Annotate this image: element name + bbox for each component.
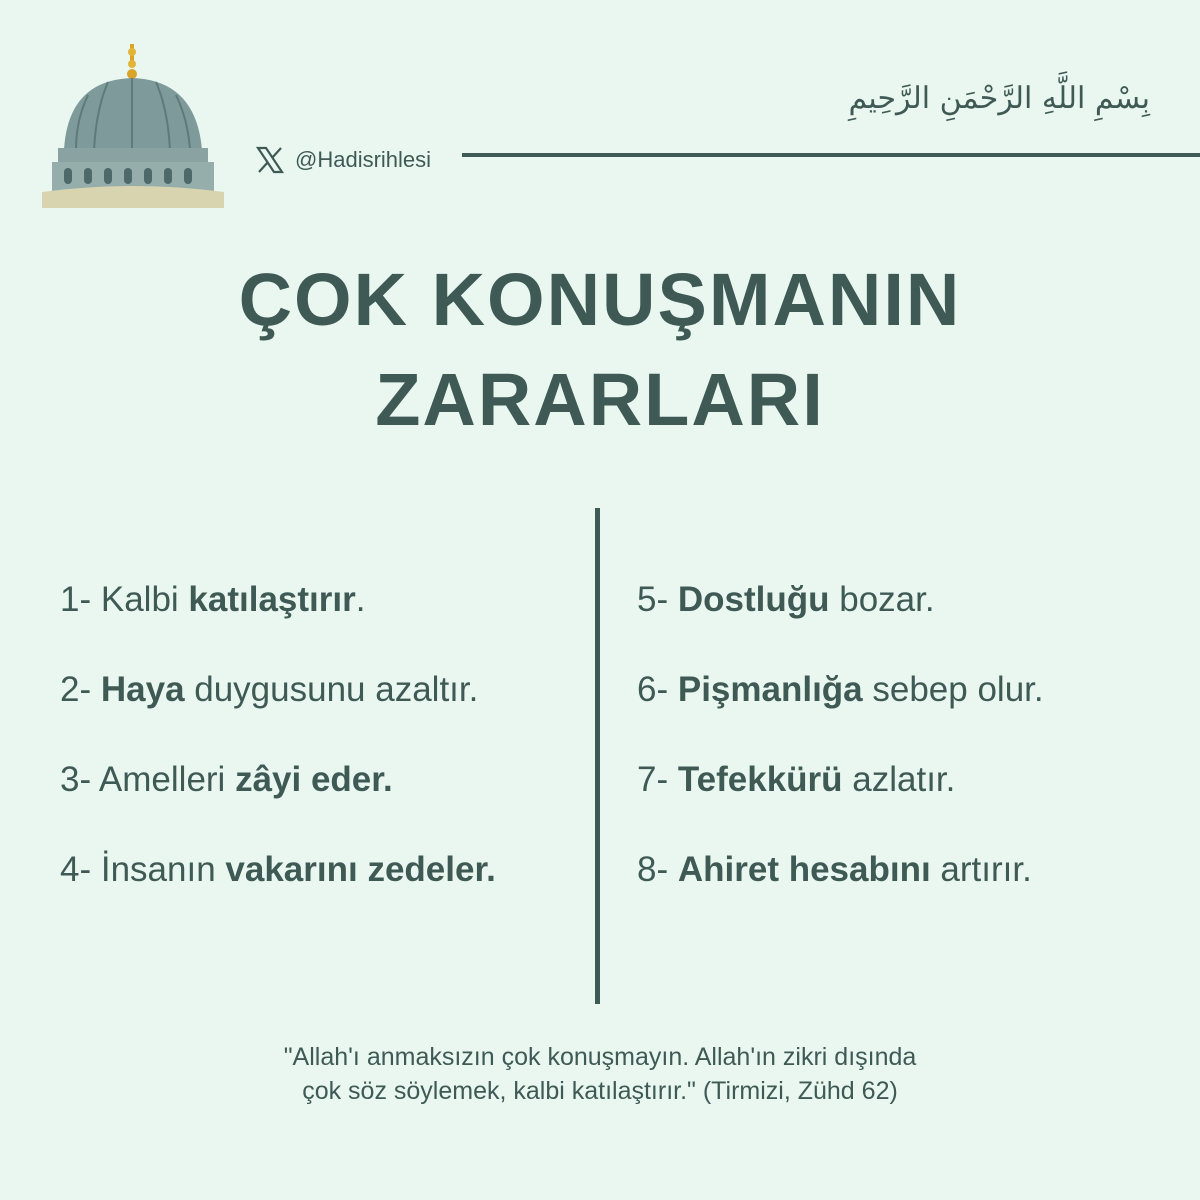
hadith-quote (0, 1040, 1200, 1108)
handle-text: @Hadisrihlesi (295, 147, 432, 172)
list-item: 7- Tefekkürü azlatır. (637, 760, 956, 799)
list-item: 2- Haya duygusunu azaltır. (60, 670, 479, 709)
list-left (60, 570, 496, 930)
page-title (0, 250, 1200, 450)
quote-line-1: "Allah'ı anmaksızın çok konuşmayın. Allah'ın zikri dışında (283, 1043, 917, 1071)
header-divider (462, 153, 1200, 157)
list-right (637, 570, 1044, 930)
quote-line-2: çok söz söylemek, kalbi katılaştırır." (Tirmizi, Zühd 62) (302, 1077, 898, 1105)
x-logo-icon (255, 145, 285, 175)
column-divider (595, 508, 600, 1004)
title-line-2: ZARARLARI (375, 358, 825, 441)
list-item: 3- Amelleri zâyi eder. (60, 760, 393, 799)
title-line-1: ÇOK KONUŞMANIN (238, 258, 962, 341)
list-item: 6- Pişmanlığa sebep olur. (637, 670, 1044, 709)
list-item: 8- Ahiret hesabını artırır. (637, 850, 1032, 889)
list-item: 1- Kalbi katılaştırır. (60, 580, 366, 619)
green-dome-icon (38, 40, 228, 215)
list-item: 5- Dostluğu bozar. (637, 580, 935, 619)
social-handle[interactable] (255, 140, 431, 180)
list-item: 4- İnsanın vakarını zedeler. (60, 850, 496, 889)
bismillah-calligraphy: بِسْمِ اللَّهِ الرَّحْمَنِ الرَّحِيمِ (848, 81, 1150, 116)
